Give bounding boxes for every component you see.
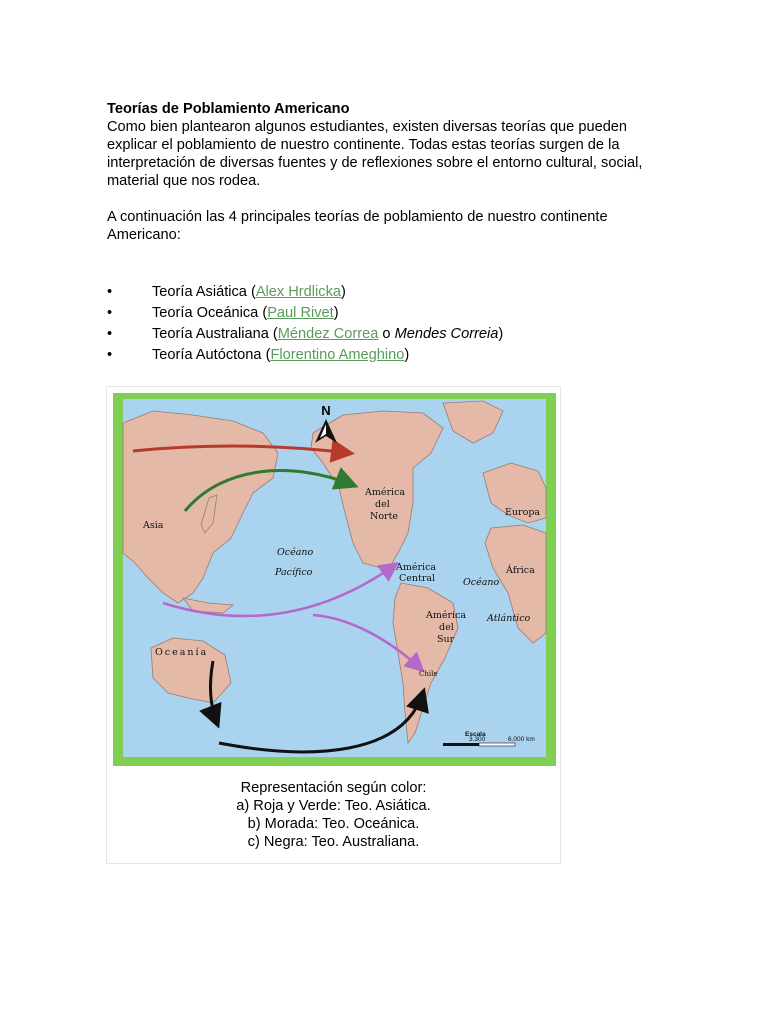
author-link-mendez-correa[interactable]: Méndez Correa: [277, 326, 379, 342]
label-america-sur-2: del: [439, 622, 454, 633]
close-paren: ): [404, 347, 410, 363]
theory-name: Teoría Oceánica (: [152, 305, 268, 321]
label-america-norte-1: América: [365, 487, 406, 498]
label-europa: Europa: [505, 507, 541, 518]
theory-name: Teoría Autóctona (: [152, 347, 271, 363]
document-body: [107, 100, 677, 366]
scale-end: 6.000 km: [508, 736, 535, 743]
caption-line: c) Negra: Teo. Australiana.: [247, 834, 420, 850]
label-america-sur-1: América: [426, 610, 467, 621]
label-america-sur-3: Sur: [437, 634, 455, 645]
theory-list: [107, 282, 677, 366]
scale-label: Escala: [465, 731, 486, 738]
label-asia: Asia: [143, 520, 164, 531]
close-paren: ): [333, 305, 339, 321]
list-item: [107, 282, 677, 303]
conjunction: o: [378, 326, 395, 342]
map-figure: [106, 386, 561, 864]
author-link-rivet[interactable]: Paul Rivet: [267, 305, 334, 321]
bullet: •: [107, 284, 113, 300]
label-america-norte-3: Norte: [370, 511, 399, 522]
label-africa: África: [506, 565, 535, 576]
bullet: •: [107, 326, 113, 342]
svg-text:N: N: [321, 403, 331, 418]
label-chile: Chile: [419, 670, 438, 678]
caption-line: a) Roja y Verde: Teo. Asiática.: [236, 798, 431, 814]
label-america-norte-2: del: [375, 499, 390, 510]
caption-line: b) Morada: Teo. Oceánica.: [247, 816, 420, 832]
alt-spelling: Mendes Correia: [394, 326, 499, 342]
label-oceano-atlantico-1: Océano: [463, 577, 500, 588]
label-oceano-atlantico-2: Atlántico: [487, 613, 531, 624]
document-title: Teorías de Poblamiento Americano: [107, 101, 350, 117]
intro-paragraph: Como bien plantearon algunos estudiantes, existen diversas teorías que pueden explicar el poblamiento de nuestro continente. Todas estas teorías surgen de la interpretación de diversas fuentes y de reflexiones sobre el entorno cultural, social, material que nos rodea.: [107, 119, 643, 189]
author-link-ameghino[interactable]: Florentino Ameghino: [270, 347, 405, 363]
theory-name: Teoría Australiana (: [152, 326, 278, 342]
caption-line: Representación según color:: [240, 780, 427, 796]
list-item: [107, 324, 677, 345]
label-america-central-1: América: [396, 562, 437, 573]
bullet: •: [107, 347, 113, 363]
label-america-central-2: Central: [399, 573, 436, 584]
list-item: [107, 303, 677, 324]
paragraph-gap: [107, 190, 677, 208]
label-oceano-pacifico-1: Océano: [277, 547, 314, 558]
migration-map: [113, 393, 556, 766]
map-caption: [107, 779, 560, 851]
scale-mid: 3.300: [469, 736, 486, 743]
author-link-hrdlicka[interactable]: Alex Hrdlicka: [255, 284, 341, 300]
label-oceania: Oceanía: [155, 647, 209, 658]
list-item: [107, 345, 677, 366]
bullet: •: [107, 305, 113, 321]
close-paren: ): [340, 284, 346, 300]
close-paren: ): [498, 326, 504, 342]
lead-paragraph: A continuación las 4 principales teorías de poblamiento de nuestro continente Americano:: [107, 209, 608, 243]
theory-name: Teoría Asiática (: [152, 284, 256, 300]
label-oceano-pacifico-2: Pacífico: [275, 567, 313, 578]
